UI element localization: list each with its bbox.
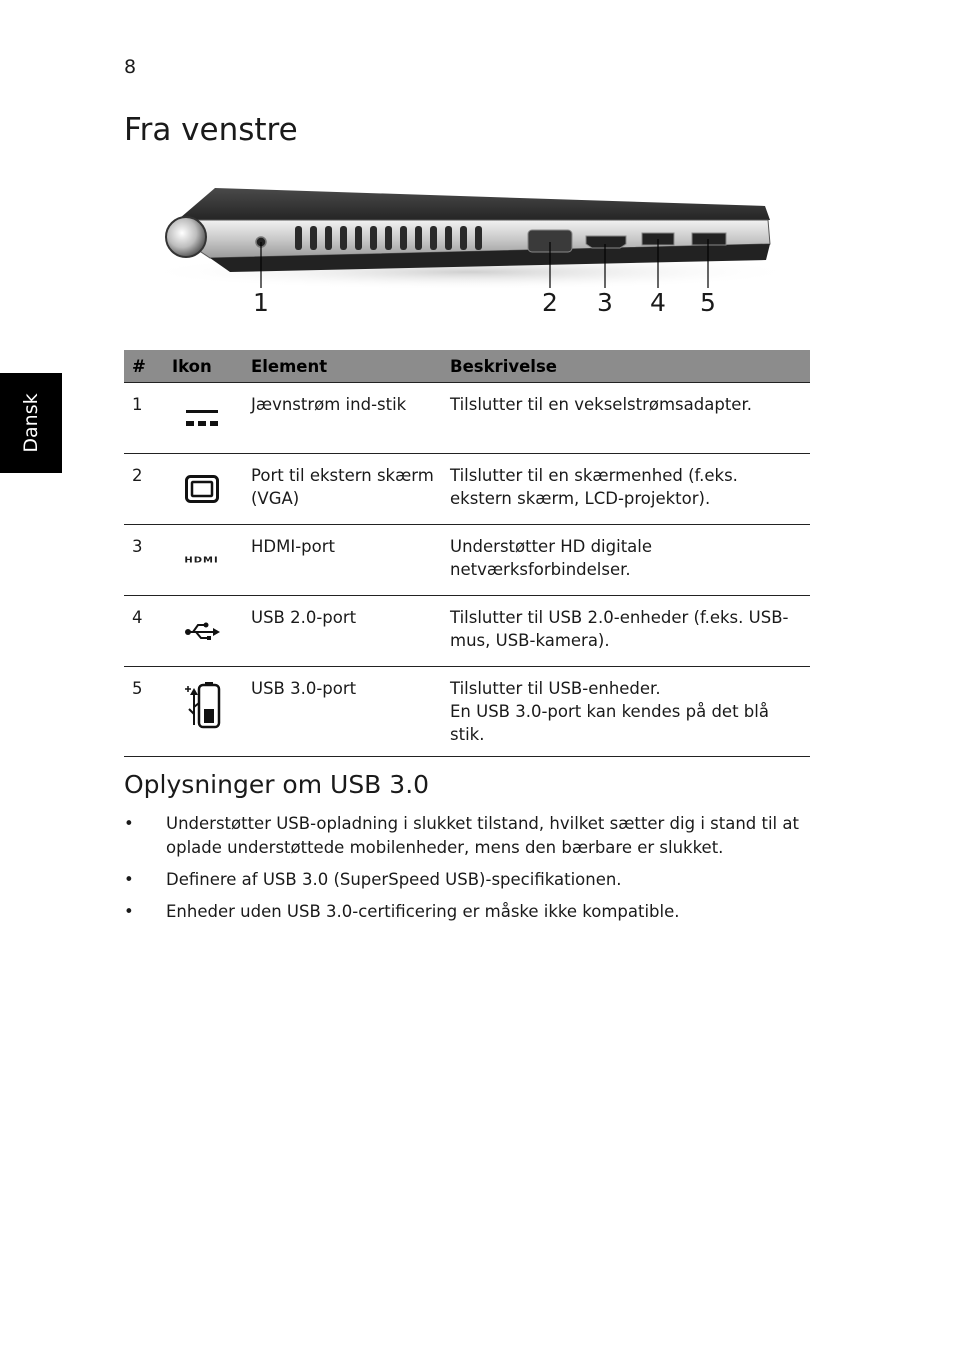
page-number: 8 (124, 56, 137, 78)
list-item: • Definere af USB 3.0 (SuperSpeed USB)-specifikationen. (124, 868, 814, 892)
row-num: 4 (124, 596, 164, 667)
table-row (124, 667, 810, 757)
ports-table (124, 350, 810, 757)
row-num: 3 (124, 525, 164, 596)
table-row (124, 596, 810, 667)
row-description: Tilslutter til USB 2.0-enheder (f.eks. USB-mus, USB-kamera). (442, 596, 810, 667)
usb3-port (692, 233, 726, 245)
language-tab-label: Dansk (20, 393, 42, 453)
row-element: Port til ekstern skærm (VGA) (243, 454, 442, 525)
row-num: 2 (124, 454, 164, 525)
usb-bullet-list (124, 812, 814, 932)
header-description: Beskrivelse (442, 350, 810, 383)
table-row (124, 454, 810, 525)
header-element: Element (243, 350, 442, 383)
vga-monitor-icon (185, 475, 219, 503)
row-description: Understøtter HD digitale netværksforbindelser. (442, 525, 810, 596)
row-description-line: Tilslutter til USB-enheder. (450, 679, 661, 698)
list-item: • Enheder uden USB 3.0-certificering er måske ikke kompatible. (124, 900, 814, 924)
usb-section-title: Oplysninger om USB 3.0 (124, 770, 430, 799)
hinge (166, 217, 206, 257)
language-tab (0, 373, 62, 473)
dc-power-icon (184, 406, 220, 430)
usb-icon (183, 619, 221, 643)
callout-1: 1 (253, 288, 269, 317)
table-row (124, 383, 810, 454)
row-element: Jævnstrøm ind-stik (243, 383, 442, 454)
row-icon (164, 454, 243, 525)
row-element: USB 2.0-port (243, 596, 442, 667)
hdmi-icon: HDMI (184, 555, 219, 565)
header-icon: Ikon (164, 350, 243, 383)
hdmi-port (586, 236, 626, 248)
callout-3: 3 (597, 288, 613, 317)
row-description-line: En USB 3.0-port kan kendes på det blå stik. (450, 702, 769, 744)
row-element: HDMI-port (243, 525, 442, 596)
usb-power-icon (182, 681, 222, 731)
row-icon (164, 525, 243, 596)
table-header-row (124, 350, 810, 383)
callout-2: 2 (542, 288, 558, 317)
row-description: Tilslutter til en vekselstrømsadapter. (442, 383, 810, 454)
row-icon (164, 596, 243, 667)
header-num: # (124, 350, 164, 383)
callout-5: 5 (700, 288, 716, 317)
row-icon (164, 667, 243, 757)
row-description: Tilslutter til en skærmenhed (f.eks. ekstern skærm, LCD-projektor). (442, 454, 810, 525)
section-title: Fra venstre (124, 112, 298, 148)
callout-4: 4 (650, 288, 666, 317)
table-row (124, 525, 810, 596)
row-element: USB 3.0-port (243, 667, 442, 757)
row-description (442, 667, 810, 757)
row-num: 5 (124, 667, 164, 757)
list-item: • Understøtter USB-opladning i slukket tilstand, hvilket sætter dig i stand til at oplade understøttede mobilenheder, mens den bærbare er slukket. (124, 812, 814, 860)
row-icon (164, 383, 243, 454)
row-num: 1 (124, 383, 164, 454)
